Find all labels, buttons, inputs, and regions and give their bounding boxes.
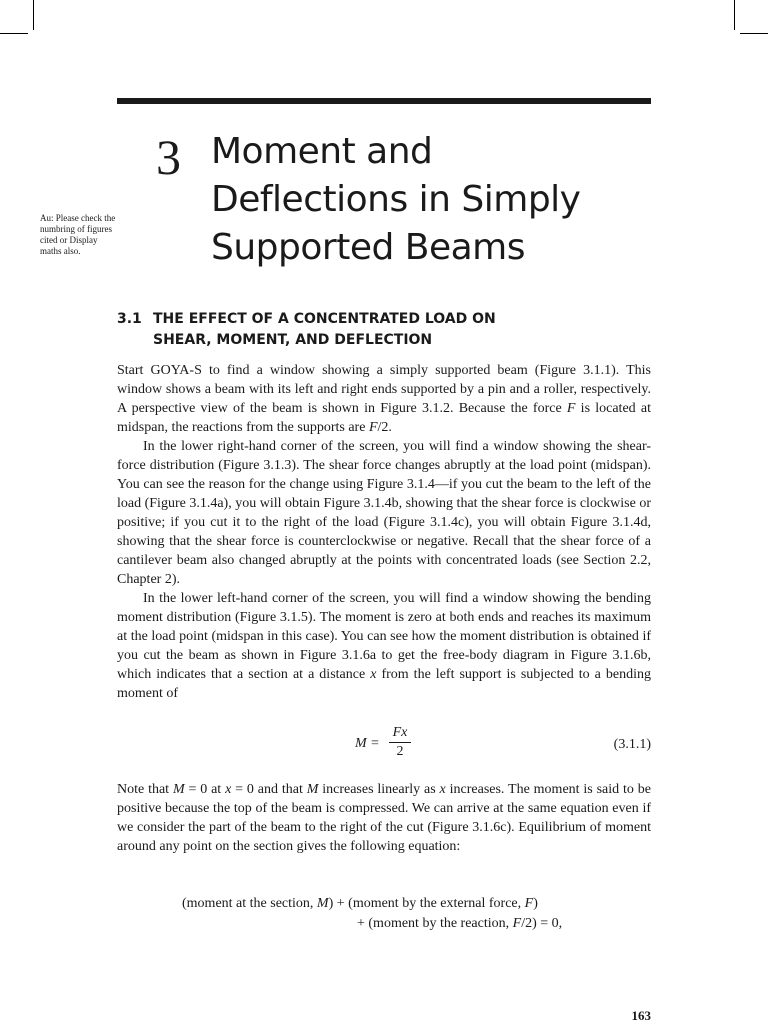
text-run: ) + (moment by the external force, bbox=[328, 896, 525, 911]
equation-3-1-1 bbox=[117, 724, 651, 764]
math-var: F bbox=[512, 916, 522, 931]
equation-fraction bbox=[389, 724, 411, 761]
equation-lhs: M = bbox=[355, 736, 380, 751]
display-equation-line bbox=[182, 894, 538, 913]
text-run: increases linearly as bbox=[318, 782, 440, 797]
text-run: from the left support is subjected to a bending moment of bbox=[117, 667, 651, 701]
math-var: x bbox=[370, 667, 377, 682]
text-run: Start GOYA-S to find a window showing a simply supported beam (Figure 3.1.1). This window shows a beam with its left and right ends supported by a pin and a roller, respectively. A perspective view of the beam is shown in Figure 3.1.2. Because the force bbox=[117, 363, 651, 416]
body-text-lower bbox=[117, 780, 651, 856]
crop-mark-top-left-vertical bbox=[33, 0, 34, 30]
text-run: is located at midspan, the reactions from the supports are bbox=[117, 401, 651, 435]
text-run: = 0 and that bbox=[231, 782, 307, 797]
chapter-title-line: Moment and bbox=[211, 131, 433, 172]
section-title-line: THE EFFECT OF A CONCENTRATED LOAD ON bbox=[153, 311, 496, 327]
chapter-number: 3 bbox=[156, 129, 181, 185]
paragraph bbox=[117, 361, 651, 437]
chapter-rule bbox=[117, 98, 651, 104]
text-run: (moment at the section, bbox=[182, 896, 317, 911]
equation-number: (3.1.1) bbox=[613, 737, 651, 752]
body-text-upper bbox=[117, 361, 651, 703]
math-var: x bbox=[439, 782, 446, 797]
math-var: F bbox=[524, 896, 534, 911]
math-var: F bbox=[566, 401, 576, 416]
crop-mark-top-left-horizontal bbox=[0, 33, 28, 34]
paragraph bbox=[117, 589, 651, 703]
text-run: increases. The moment is said to be positive because the top of the beam is compressed. We can arrive at the same equation even if we consider the part of the beam to the right of the cut (Figure 3.1.6c). Equilibrium of moment around any point on the section gives the following equation: bbox=[117, 782, 651, 854]
display-equation-line bbox=[357, 914, 562, 933]
chapter-title bbox=[211, 128, 631, 272]
text-run: /2. bbox=[377, 420, 392, 435]
paragraph: In the lower right-hand corner of the screen, you will find a window showing the shear-force distribution (Figure 3.1.3). The shear force changes abruptly at the load point (midspan). You can see the reason for the change using Figure 3.1.4—if you cut the beam to the left of the load (Figure 3.1.4a), you will obtain Figure 3.1.4b, showing that the shear force is clockwise or positive; if you cut it to the right of the load (Figure 3.1.4c), you will obtain Figure 3.1.4d, showing that the shear force is counterclockwise or negative. Recall that the shear force of a cantilever beam also changed abruptly at the points with concentrated loads (see Section 2.2, Chapter 2). bbox=[117, 439, 651, 587]
chapter-title-line: Deflections in Simply bbox=[211, 179, 581, 220]
paragraph bbox=[117, 780, 651, 856]
author-query-note: Au: Please check the numbring of figures cited or Display maths also. bbox=[40, 213, 116, 256]
fraction-denominator: 2 bbox=[396, 744, 404, 759]
text-run: ) bbox=[533, 896, 538, 911]
math-var: F bbox=[368, 420, 378, 435]
text-run: = 0 at bbox=[184, 782, 226, 797]
math-var: x bbox=[225, 782, 232, 797]
text-run: In the lower left-hand corner of the screen, you will find a window showing the bending moment distribution (Figure 3.1.5). The moment is zero at both ends and reaches its maximum at the load point (midspan in this case). You can see how the moment distribution is obtained if you cut the beam as shown in Figure 3.1.6a to get the free-body diagram in Figure 3.1.6b, which indicates that a section at a distance bbox=[117, 591, 651, 682]
page-number: 163 bbox=[631, 1008, 651, 1023]
text-run: /2) = 0, bbox=[521, 916, 563, 931]
section-heading bbox=[117, 309, 657, 351]
math-var: M bbox=[316, 896, 329, 911]
math-var: M bbox=[172, 782, 185, 797]
text-run: + (moment by the reaction, bbox=[357, 916, 513, 931]
math-var: M bbox=[306, 782, 319, 797]
text-run: Note that bbox=[117, 782, 173, 797]
crop-mark-top-right-vertical bbox=[734, 0, 735, 30]
section-title-line: SHEAR, MOMENT, AND DEFLECTION bbox=[153, 332, 433, 348]
section-number: 3.1 bbox=[117, 311, 142, 327]
chapter-title-line: Supported Beams bbox=[211, 227, 525, 268]
fraction-numerator: Fx bbox=[392, 725, 408, 740]
crop-mark-top-right-horizontal bbox=[740, 33, 768, 34]
